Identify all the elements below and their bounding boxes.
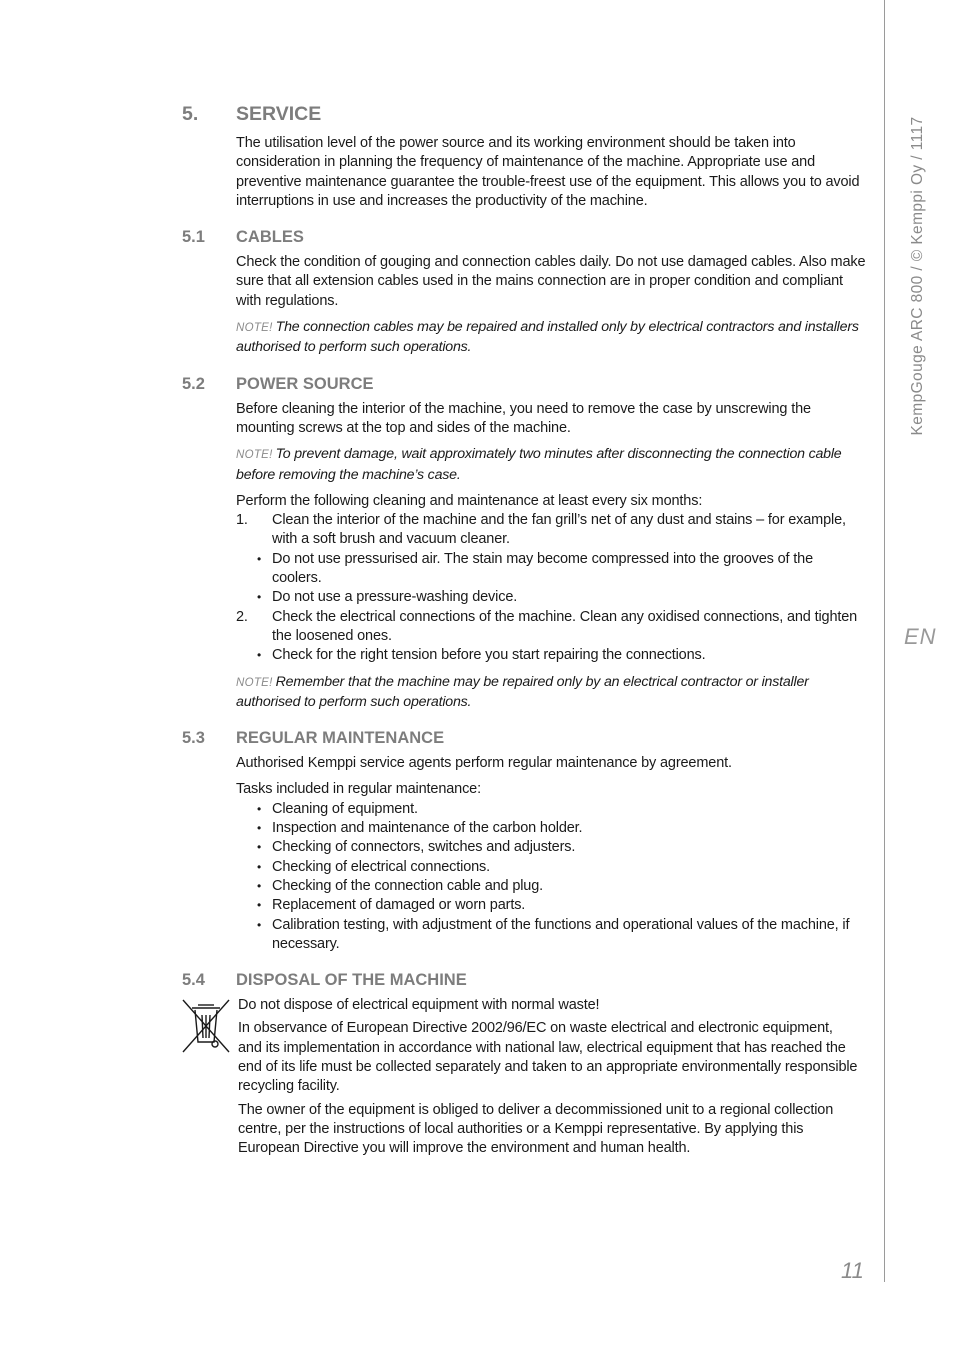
tasks-intro: Tasks included in regular maintenance: <box>236 781 481 798</box>
list-item-text: Checking of connectors, switches and adjusters. <box>272 839 576 856</box>
item-text: Check the electrical connections of the machine. Clean any oxidised connections, and tighten the loosened ones. <box>272 608 858 644</box>
crossed-out-wheelie-bin-icon <box>182 998 230 1054</box>
maintenance-intro: Perform the following cleaning and maintenance at least every six months: <box>236 492 703 509</box>
disposal-owner-obligation: The owner of the equipment is obliged to deliver a decommissioned unit to a regional collection centre, per the instructions of local authorities or a Kemppi representative. By applying this European Directive you will improve the environment and human health. <box>238 1101 834 1157</box>
list-item <box>182 819 866 838</box>
page-content <box>182 100 866 1162</box>
list-item <box>182 916 866 955</box>
list-item-text: Calibration testing, with adjustment of the functions and operational values of the machine, if necessary. <box>272 916 850 952</box>
section-title: SERVICE <box>236 103 322 125</box>
list-item <box>182 858 866 877</box>
power-source-text: Before cleaning the interior of the machine, you need to remove the case by unscrewing the mounting screws at the top and sides of the machine. <box>236 400 811 436</box>
language-tab: EN <box>904 624 937 649</box>
section-title: CABLES <box>236 228 304 247</box>
cables-note <box>182 318 866 358</box>
list-item <box>182 588 866 607</box>
section-heading-power-source <box>182 372 866 396</box>
bullet-icon: • <box>257 840 262 855</box>
section-title: DISPOSAL OF THE MACHINE <box>236 971 467 990</box>
numbered-item <box>182 511 866 550</box>
list-item-text: Checking of electrical connections. <box>272 858 491 875</box>
disposal-warning: Do not dispose of electrical equipment with normal waste! <box>238 997 600 1014</box>
note-label: NOTE! <box>236 449 273 462</box>
bullet-icon: • <box>257 859 262 874</box>
list-item-text: Inspection and maintenance of the carbon holder. <box>272 820 583 837</box>
page-number: 11 <box>841 1258 864 1283</box>
list-item <box>182 838 866 857</box>
power-source-note-2 <box>182 673 866 713</box>
bullet-icon: • <box>257 551 262 566</box>
section-heading-disposal <box>182 968 866 992</box>
bullet-icon: • <box>257 821 262 836</box>
section-number: 5.1 <box>182 228 205 247</box>
item-number: 1. <box>236 512 248 529</box>
note-label: NOTE! <box>236 676 273 689</box>
bullet-icon: • <box>257 898 262 913</box>
item-text: Clean the interior of the machine and the fan grill’s net of any dust and stains – for example, with a soft brush and vacuum cleaner. <box>272 512 846 548</box>
numbered-item <box>182 608 866 647</box>
bullet-icon: • <box>257 878 262 893</box>
list-item-text: Checking of the connection cable and plug. <box>272 877 544 894</box>
list-item-text: Check for the right tension before you start repairing the connections. <box>272 647 706 664</box>
service-intro: The utilisation level of the power source and its working environment should be taken into consideration in planning the frequency of maintenance of the machine. Appropriate use and preventive maintenance guarantee the trouble-freest use of the equipment. This allows you to avoid interruptions in use and increases the productivity of the machine. <box>236 135 860 209</box>
note-text: To prevent damage, wait approximately two minutes after disconnecting the connection cable before removing the machine’s case. <box>236 446 842 483</box>
list-item-text: Do not use pressurised air. The stain may become compressed into the grooves of the coolers. <box>272 550 813 587</box>
section-number: 5.4 <box>182 971 205 990</box>
bullet-icon: • <box>257 917 262 932</box>
bullet-icon: • <box>257 801 262 816</box>
section-title: POWER SOURCE <box>236 374 374 393</box>
section-heading-regular-maintenance <box>182 726 866 750</box>
list-item-text: Do not use a pressure-washing device. <box>272 589 518 606</box>
section-number: 5.2 <box>182 374 205 393</box>
section-heading-service <box>182 100 866 128</box>
margin-rule <box>884 0 885 1282</box>
note-text: Remember that the machine may be repaired only by an electrical contractor or installer authorised to perform such operations. <box>236 673 809 710</box>
list-item <box>182 800 866 819</box>
section-number: 5.3 <box>182 729 205 748</box>
regular-maintenance-text: Authorised Kemppi service agents perform regular maintenance by agreement. <box>236 755 732 772</box>
section-title: REGULAR MAINTENANCE <box>236 729 445 748</box>
section-number: 5. <box>182 103 199 125</box>
note-text: The connection cables may be repaired and installed only by electrical contractors and installers authorised to perform such operations. <box>236 319 859 356</box>
list-item <box>182 550 866 589</box>
disposal-directive: In observance of European Directive 2002/96/EC on waste electrical and electronic equipment, and its implementation in accordance with national law, electrical equipment that has reached the end of its life must be collected separately and taken to an appropriate environmentally responsible recycling facility. <box>238 1020 858 1095</box>
list-item <box>182 646 866 665</box>
power-source-note-1 <box>182 445 866 485</box>
disposal-block <box>182 996 866 1158</box>
list-item <box>182 877 866 896</box>
tasks-list <box>182 800 866 954</box>
side-document-title: KempGouge ARC 800 / © Kemppi Oy / 1117 <box>909 116 926 436</box>
list-item-text: Replacement of damaged or worn parts. <box>272 897 526 914</box>
bullet-icon: • <box>257 590 262 605</box>
list-item-text: Cleaning of equipment. <box>272 800 418 817</box>
section-heading-cables <box>182 225 866 249</box>
item-number: 2. <box>236 608 248 625</box>
note-label: NOTE! <box>236 322 273 335</box>
cables-text: Check the condition of gouging and connection cables daily. Do not use damaged cables. Also make sure that all extension cables used in the mains connection are in proper condition and compliant with regulations. <box>236 254 866 309</box>
bullet-icon: • <box>257 648 262 663</box>
list-item <box>182 896 866 915</box>
